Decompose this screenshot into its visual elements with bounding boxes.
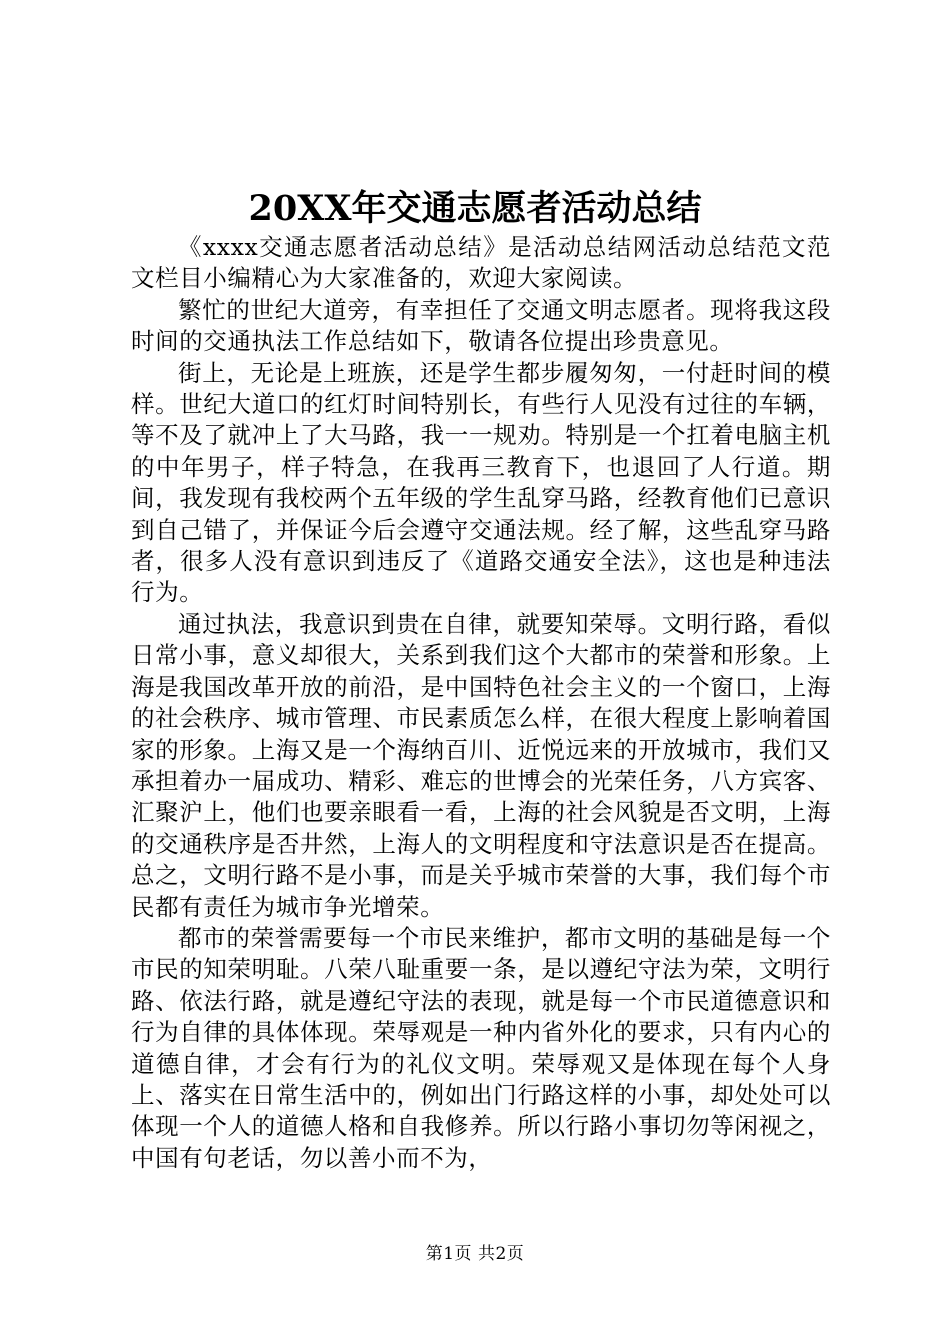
- document-title: 20XX年交通志愿者活动总结: [248, 188, 702, 229]
- paragraph: 通过执法，我意识到贵在自律，就要知荣辱。文明行路，看似日常小事，意义却很大，关系到我们这个大都市的荣誉和形象。上海是我国改革开放的前沿，是中国特色社会主义的一个窗口，上海的社会秩序、城市管理、市民素质怎么样，在很大程度上影响着国家的形象。上海又是一个海纳百川、近悦远来的开放城市，我们又承担着办一届成功、精彩、难忘的世博会的光荣任务，八方宾客、汇聚沪上，他们也要亲眼看一看，上海的社会风貌是否文明，上海的交通秩序是否井然，上海人的文明程度和守法意识是否在提高。总之，文明行路不是小事，而是关乎城市荣誉的大事，我们每个市民都有责任为城市争光增荣。: [131, 609, 831, 921]
- paragraph: 街上，无论是上班族，还是学生都步履匆匆，一付赶时间的模样。世纪大道口的红灯时间特别长，有些行人见没有过往的车辆，等不及了就冲上了大马路，我一一规劝。特别是一个扛着电脑主机的中年男子，样子特急，在我再三教育下，也退回了人行道。期间，我发现有我校两个五年级的学生乱穿马路，经教育他们已意识到自己错了，并保证今后会遵守交通法规。经了解，这些乱穿马路者，很多人没有意识到违反了《道路交通安全法》，这也是种违法行为。: [131, 358, 831, 607]
- page-footer: 第1页 共2页: [425, 1244, 525, 1264]
- document-body: [131, 232, 831, 1174]
- paragraph: 繁忙的世纪大道旁，有幸担任了交通文明志愿者。现将我这段时间的交通执法工作总结如下，敬请各位提出珍贵意见。: [131, 295, 831, 356]
- paragraph: 都市的荣誉需要每一个市民来维护，都市文明的基础是每一个市民的知荣明耻。八荣八耻重要一条，是以遵纪守法为荣，文明行路、依法行路，就是遵纪守法的表现，就是每一个市民道德意识和行为自律的具体体现。荣辱观是一种内省外化的要求，只有内心的道德自律，才会有行为的礼仪文明。荣辱观又是体现在每个人身上、落实在日常生活中的，例如出门行路这样的小事，却处处可以体现一个人的道德人格和自我修养。所以行路小事切勿等闲视之，中国有句老话，勿以善小而不为，: [131, 923, 831, 1172]
- paragraph: 《xxxx交通志愿者活动总结》是活动总结网活动总结范文范文栏目小编精心为大家准备的，欢迎大家阅读。: [131, 233, 831, 293]
